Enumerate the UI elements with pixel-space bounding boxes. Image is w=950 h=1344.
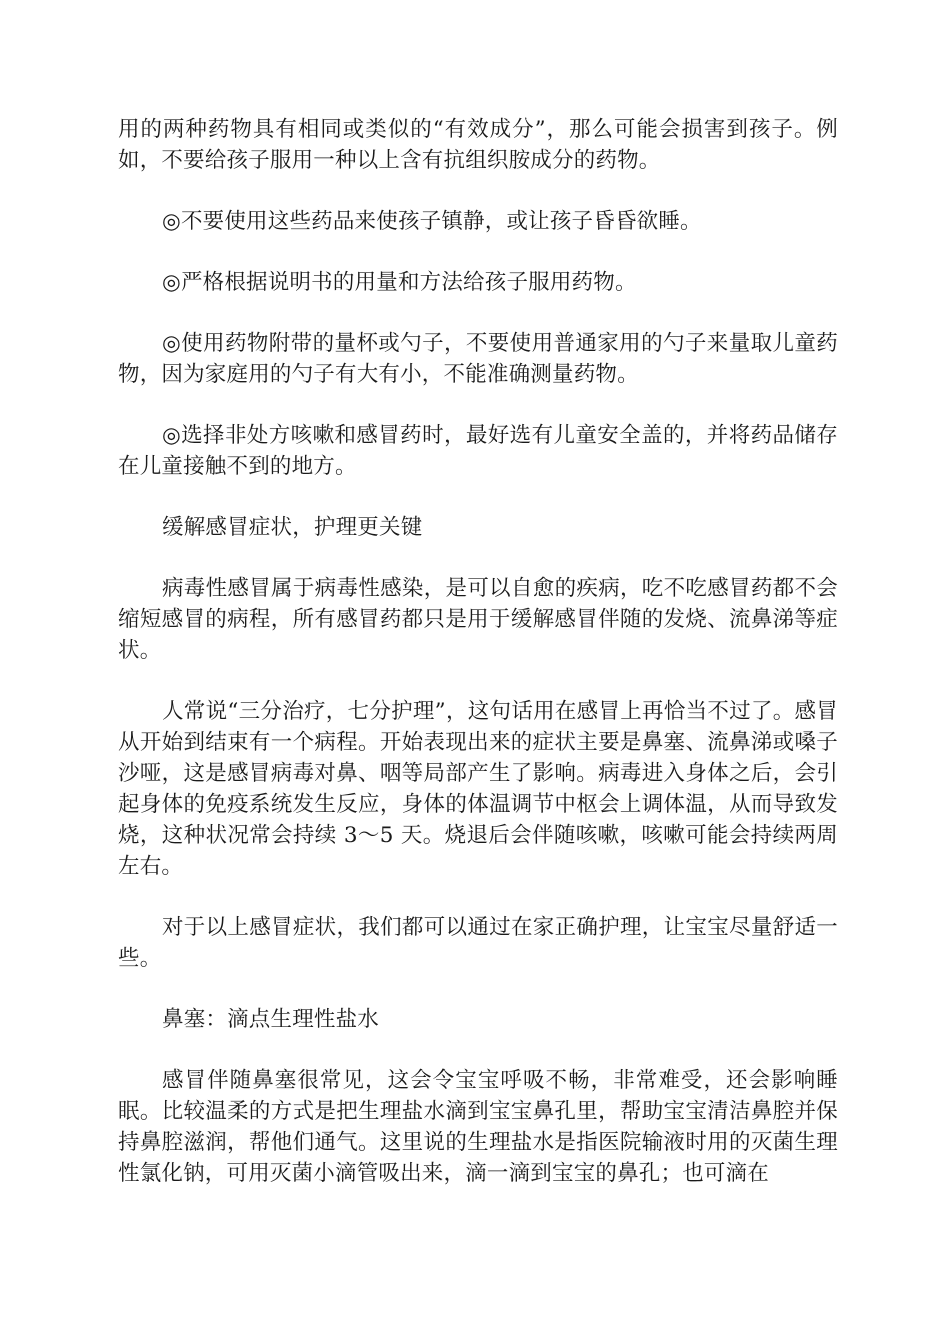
paragraph-continuation: 用的两种药物具有相同或类似的“有效成分”，那么可能会损害到孩子。例如，不要给孩子服用一种以上含有抗组织胺成分的药物。 xyxy=(118,117,838,173)
paragraph-viral-cold: 病毒性感冒属于病毒性感染，是可以自愈的疾病，吃不吃感冒药都不会缩短感冒的病程，所有感冒药都只是用于缓解感冒伴随的发烧、流鼻涕等症状。 xyxy=(118,576,838,663)
paragraph-home-care: 对于以上感冒症状，我们都可以通过在家正确护理，让宝宝尽量舒适一些。 xyxy=(118,915,838,971)
bullet-measuring-cup: ◎使用药物附带的量杯或勺子，不要使用普通家用的勺子来量取儿童药物，因为家庭用的勺子有大有小，不能准确测量药物。 xyxy=(118,331,838,387)
document-page xyxy=(118,114,838,1219)
section-heading-care: 缓解感冒症状，护理更关键 xyxy=(162,515,423,540)
bullet-follow-dosage: ◎严格根据说明书的用量和方法给孩子服用药物。 xyxy=(162,270,637,295)
bullet-no-sedation: ◎不要使用这些药品来使孩子镇静，或让孩子昏昏欲睡。 xyxy=(162,209,702,234)
paragraph-care-importance: 人常说“三分治疗，七分护理”，这句话用在感冒上再恰当不过了。感冒从开始到结束有一个病程。开始表现出来的症状主要是鼻塞、流鼻涕或嗓子沙哑，这是感冒病毒对鼻、咽等局部产生了影响。病毒进入身体之后，会引起身体的免疫系统发生反应，身体的体温调节中枢会上调体温，从而导致发烧，这种状况常会持续 3～5 天。烧退后会伴随咳嗽，咳嗽可能会持续两周左右。 xyxy=(118,699,838,879)
section-heading-nasal-congestion: 鼻塞：滴点生理性盐水 xyxy=(162,1007,380,1032)
bullet-safety-cap: ◎选择非处方咳嗽和感冒药时，最好选有儿童安全盖的，并将药品储存在儿童接触不到的地方。 xyxy=(118,423,838,479)
paragraph-saline: 感冒伴随鼻塞很常见，这会令宝宝呼吸不畅，非常难受，还会影响睡眠。比较温柔的方式是把生理盐水滴到宝宝鼻孔里，帮助宝宝清洁鼻腔并保持鼻腔滋润，帮他们通气。这里说的生理盐水是指医院输液时用的灭菌生理性氯化钠，可用灭菌小滴管吸出来，滴一滴到宝宝的鼻孔；也可滴在 xyxy=(118,1068,838,1186)
